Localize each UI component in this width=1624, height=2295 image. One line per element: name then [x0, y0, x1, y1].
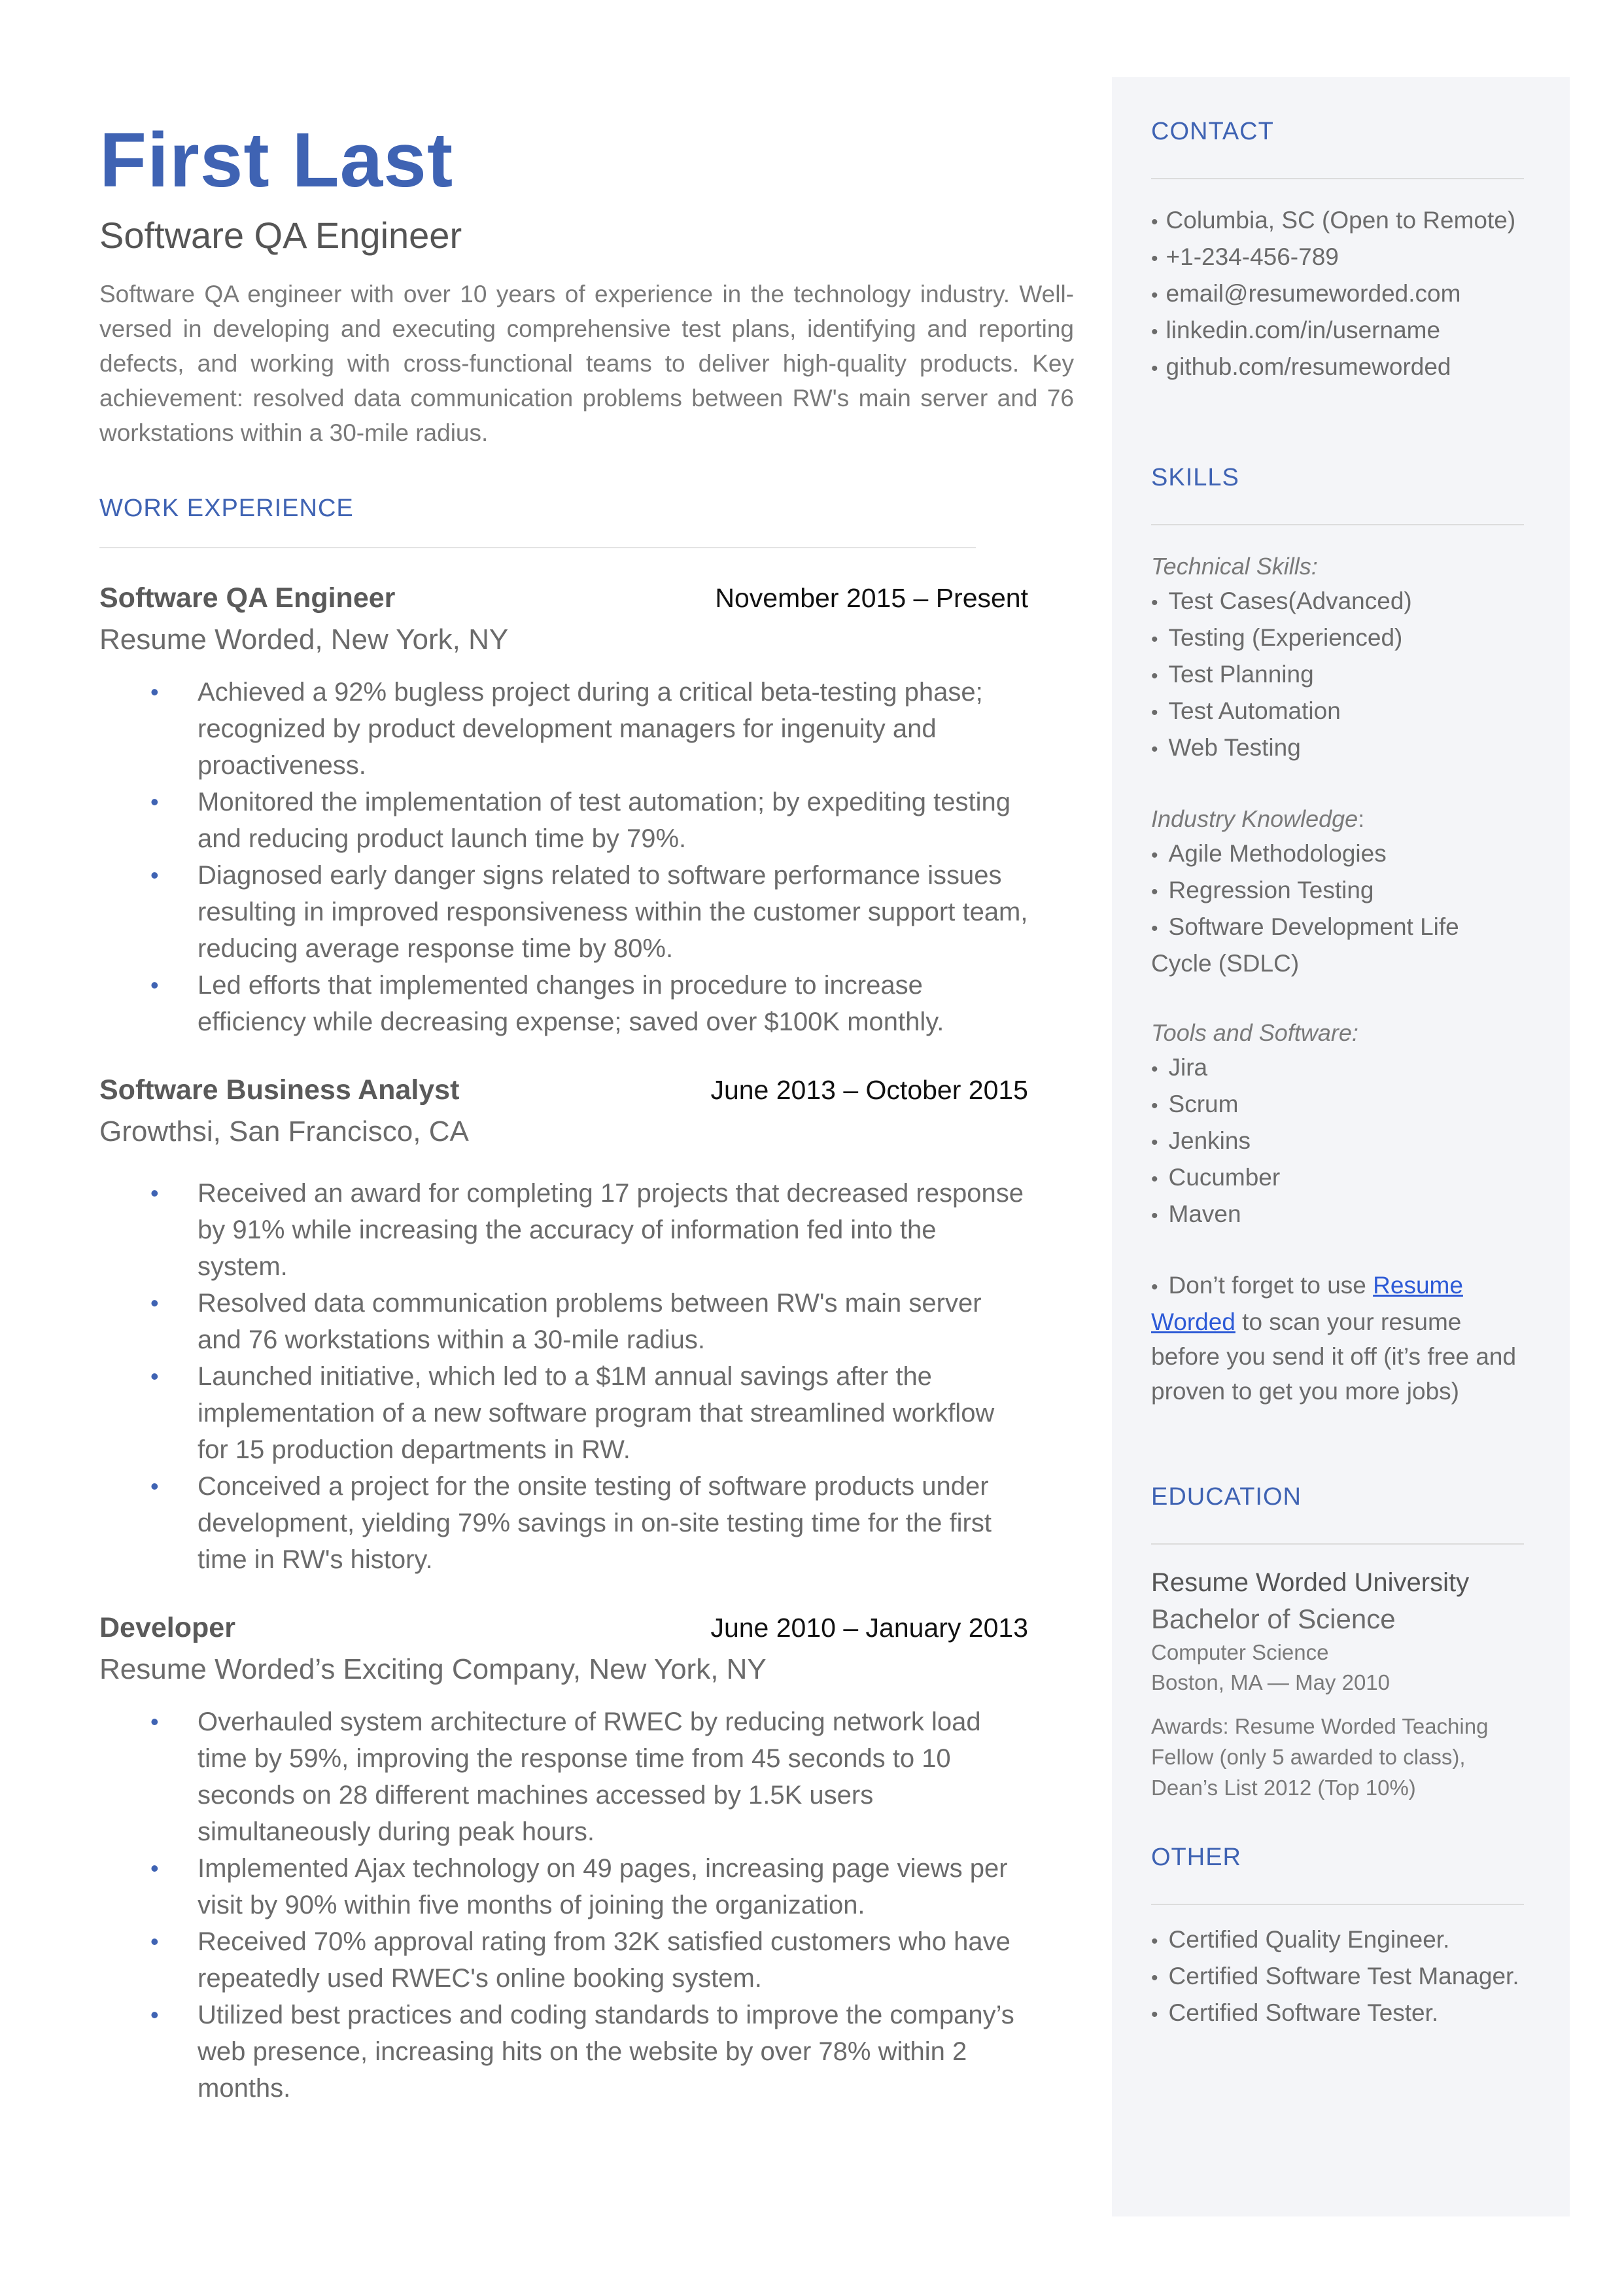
- candidate-title: Software QA Engineer: [99, 215, 462, 256]
- list-item: • Scrum: [1151, 1091, 1239, 1117]
- list-item: • Certified Software Test Manager.: [1151, 1963, 1519, 1989]
- bullet-icon: •: [1151, 1967, 1158, 1989]
- list-item: • Achieved a 92% bugless project during a critical beta-testing phase; recognized by product development managers for ingenuity and proactiveness.: [99, 674, 1074, 784]
- school-name: Resume Worded University: [1151, 1568, 1470, 1597]
- summary: Software QA engineer with over 10 years of experience in the technology industry. Well-versed in developing and executing comprehensive test plans, identifying and reporting defects, and working with cross-functional teams to deliver high-quality products. Key achievement: resolved data communication problems between RW's main server and 76 workstations within a 30-mile radius.: [99, 281, 1074, 446]
- list-item: • Regression Testing: [1151, 877, 1374, 903]
- main-column: [99, 114, 1074, 2107]
- bullet-icon: •: [150, 1928, 159, 1955]
- bullet-icon: •: [1151, 1205, 1158, 1227]
- list-item: • Overhauled system architecture of RWEC by reducing network load time by 59%, improving the response time from 45 seconds to 10 seconds on 28 different machines accessed by 1.5K users simultaneously during peak hours.: [99, 1704, 1074, 1850]
- divider: [99, 547, 976, 548]
- list-item: • Resolved data communication problems between RW's main server and 76 workstations within a 30-mile radius.: [99, 1285, 1074, 1358]
- bullet-icon: •: [150, 1855, 159, 1882]
- job-bullets: [99, 1704, 1074, 2107]
- job-entry: [99, 578, 1074, 1040]
- bullet-icon: •: [1151, 2004, 1158, 2025]
- job-entry: [99, 1608, 1074, 2107]
- bullet-icon: •: [150, 1363, 159, 1390]
- bullet-icon: •: [150, 1708, 159, 1735]
- job-bullets: [99, 674, 1074, 1040]
- divider: [1151, 178, 1524, 179]
- list-item: • Implemented Ajax technology on 49 pages, increasing page views per visit by 90% within five months of joining the organization.: [99, 1850, 1074, 1923]
- job-bullets: [99, 1175, 1074, 1578]
- bullet-icon: •: [150, 1289, 159, 1316]
- major: Computer Science: [1151, 1640, 1329, 1664]
- list-item: • Launched initiative, which led to a $1M annual savings after the implementation of a new software program that streamlined workflow for 15 production departments in RW.: [99, 1358, 1074, 1468]
- candidate-name: First Last: [99, 117, 454, 203]
- list-item: • Received 70% approval rating from 32K satisfied customers who have repeatedly used RWEC's online booking system.: [99, 1923, 1074, 1997]
- list-item: • Jenkins: [1151, 1127, 1251, 1154]
- other-heading: OTHER: [1151, 1844, 1241, 1871]
- list-item: • Certified Quality Engineer.: [1151, 1926, 1450, 1953]
- job-company: Resume Worded’s Exciting Company, New York, NY: [99, 1653, 767, 1685]
- list-item: • Test Planning: [1151, 661, 1314, 688]
- bullet-icon: •: [1151, 918, 1158, 939]
- list-item: • Led efforts that implemented changes in procedure to increase efficiency while decreasing expense; saved over $100K monthly.: [99, 967, 1074, 1040]
- bullet-icon: •: [150, 1473, 159, 1499]
- bullet-icon: •: [150, 862, 159, 888]
- job-dates: June 2010 – January 2013: [710, 1613, 1028, 1643]
- bullet-icon: •: [1151, 739, 1158, 760]
- bullet-icon: •: [1151, 1059, 1158, 1080]
- resume-tip: • Don’t forget to use Resume Worded to scan your resume before you send it off (it’s free and proven to get you more jobs): [1151, 1272, 1517, 1405]
- job-company: Growthsi, San Francisco, CA: [99, 1115, 469, 1148]
- job-company: Resume Worded, New York, NY: [99, 623, 509, 656]
- bullet-icon: •: [1151, 1095, 1158, 1117]
- contact-location: • Columbia, SC (Open to Remote): [1151, 207, 1516, 234]
- list-item: • Received an award for completing 17 projects that decreased response by 91% while increasing the accuracy of information fed into the system.: [99, 1175, 1074, 1285]
- list-item: • Certified Software Tester.: [1151, 1999, 1439, 2026]
- list-item: • Agile Methodologies: [1151, 840, 1387, 867]
- job-dates: June 2013 – October 2015: [710, 1075, 1028, 1105]
- bullet-icon: •: [1151, 321, 1158, 343]
- other-list: [1151, 1922, 1524, 2032]
- divider: [1151, 1904, 1524, 1905]
- work-experience-heading: WORK EXPERIENCE: [99, 495, 354, 522]
- bullet-icon: •: [1151, 702, 1158, 724]
- bullet-icon: •: [150, 788, 159, 815]
- contact-linkedin: • linkedin.com/in/username: [1151, 317, 1441, 343]
- bullet-icon: •: [1151, 211, 1158, 233]
- bullet-icon: •: [1151, 285, 1158, 306]
- job-role: Developer: [99, 1612, 235, 1643]
- list-item: • Jira: [1151, 1054, 1208, 1081]
- contact-list: [1151, 203, 1524, 386]
- bullet-icon: •: [1151, 881, 1158, 903]
- contact-heading: CONTACT: [1151, 118, 1274, 145]
- job-entry: [99, 1070, 1074, 1578]
- bullet-icon: •: [1151, 1276, 1158, 1298]
- bullet-icon: •: [150, 2001, 159, 2028]
- job-role: Software Business Analyst: [99, 1074, 460, 1106]
- list-item: • Maven: [1151, 1200, 1241, 1227]
- technical-skills: [1151, 549, 1524, 767]
- bullet-icon: •: [150, 678, 159, 705]
- bullet-icon: •: [1151, 248, 1158, 270]
- list-item: • Utilized best practices and coding standards to improve the company’s web presence, increasing hits on the website by over 78% within 2 months.: [99, 1997, 1074, 2107]
- list-item: • Test Automation: [1151, 697, 1341, 724]
- bullet-icon: •: [1151, 845, 1158, 866]
- bullet-icon: •: [1151, 629, 1158, 650]
- skills-heading: SKILLS: [1151, 464, 1239, 491]
- sidebar: [1112, 77, 1570, 2216]
- industry-knowledge-label: Industry Knowledge:: [1151, 805, 1365, 832]
- divider: [1151, 1543, 1524, 1545]
- list-item: • Conceived a project for the onsite testing of software products under development, yielding 79% savings in on-site testing time for the first time in RW's history.: [99, 1468, 1074, 1578]
- bullet-icon: •: [1151, 358, 1158, 379]
- bullet-icon: •: [150, 1180, 159, 1206]
- bullet-icon: •: [1151, 1132, 1158, 1153]
- industry-knowledge: [1151, 801, 1524, 981]
- list-item: • Web Testing: [1151, 734, 1301, 761]
- bullet-icon: •: [1151, 665, 1158, 687]
- list-item: • Monitored the implementation of test automation; by expediting testing and reducing product launch time by 79%.: [99, 784, 1074, 857]
- divider: [1151, 524, 1524, 525]
- list-item: • Diagnosed early danger signs related to software performance issues resulting in improved responsiveness within the customer support team, reducing average response time by 80%.: [99, 857, 1074, 967]
- tools-and-software: [1151, 1015, 1524, 1233]
- education-location-date: Boston, MA — May 2010: [1151, 1670, 1391, 1694]
- list-item: • Cucumber: [1151, 1164, 1281, 1191]
- education-heading: EDUCATION: [1151, 1483, 1302, 1511]
- list-item: • Software Development Life Cycle (SDLC): [1151, 913, 1459, 977]
- degree: Bachelor of Science: [1151, 1603, 1396, 1634]
- list-item: • Testing (Experienced): [1151, 624, 1403, 651]
- tools-label: Tools and Software:: [1151, 1019, 1358, 1046]
- bullet-icon: •: [1151, 1931, 1158, 1952]
- education-awards: Awards: Resume Worded Teaching Fellow (only 5 awarded to class), Dean’s List 2012 (Top 10%): [1151, 1714, 1489, 1800]
- technical-skills-label: Technical Skills:: [1151, 553, 1318, 580]
- contact-github: • github.com/resumeworded: [1151, 353, 1451, 380]
- contact-email: • email@resumeworded.com: [1151, 280, 1461, 307]
- list-item: • Test Cases(Advanced): [1151, 587, 1412, 614]
- job-role: Software QA Engineer: [99, 582, 396, 614]
- bullet-icon: •: [150, 972, 159, 998]
- job-dates: November 2015 – Present: [715, 583, 1028, 613]
- bullet-icon: •: [1151, 592, 1158, 614]
- resume-worded-link[interactable]: Resume Worded: [1151, 1272, 1463, 1335]
- contact-phone: • +1-234-456-789: [1151, 243, 1339, 270]
- bullet-icon: •: [1151, 1168, 1158, 1190]
